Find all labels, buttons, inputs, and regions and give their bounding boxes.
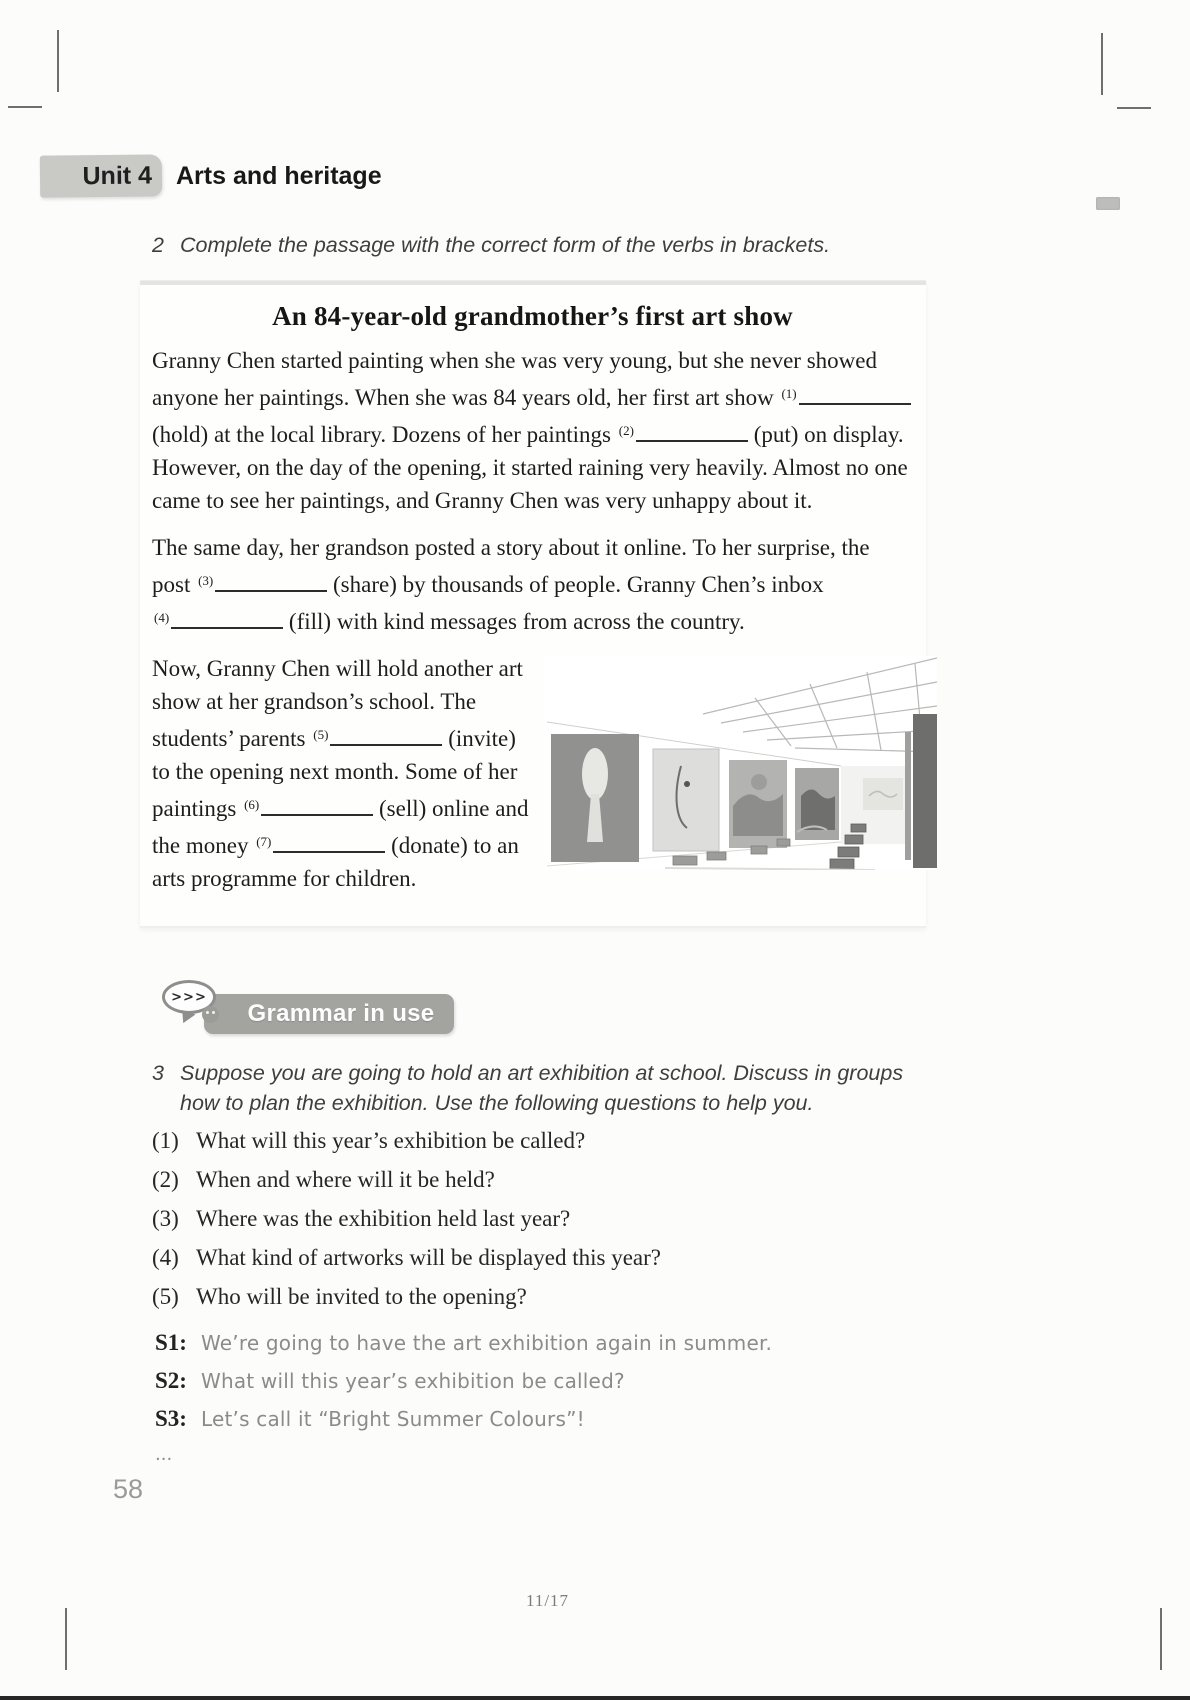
sample-dialogue (155, 1330, 915, 1465)
question-number: (2) (152, 1167, 179, 1192)
exercise2-instruction-row (152, 230, 942, 260)
question-row (152, 1245, 932, 1271)
blank-number: (6) (244, 797, 260, 812)
fill-in-blank (254, 833, 385, 858)
question-text: Where was the exhibition held last year? (196, 1206, 571, 1231)
dialogue-text: What will this year’s exhibition be called? (201, 1369, 625, 1393)
blank-number: (3) (198, 573, 214, 588)
fill-in-blank (617, 422, 748, 447)
passage-paragraph-2 (152, 531, 913, 638)
crop-mark (1101, 33, 1103, 95)
exercise2-instruction: Complete the passage with the correct form of the verbs in brackets. (180, 233, 831, 257)
question-row (152, 1128, 932, 1154)
footer-page-indicator: 11/17 (525, 1591, 570, 1610)
passage-title: An 84-year-old grandmother’s first art show (272, 301, 793, 331)
scan-smudge-icon (1096, 197, 1120, 210)
question-text: What kind of artworks will be displayed this year? (196, 1245, 661, 1270)
passage-text-run: Now, Granny Chen will hold another art show at her grandson’s school. The students’ parents (152, 656, 523, 751)
question-text: Who will be invited to the opening? (196, 1284, 527, 1309)
passage-text-run: The same day, her grandson posted a story about it online. To her surprise, the post (152, 535, 870, 597)
blank-line (171, 627, 283, 629)
blank-line (799, 403, 911, 405)
gallery-illustration-svg (545, 656, 937, 870)
question-list (152, 1128, 932, 1323)
question-number: (5) (152, 1284, 179, 1309)
exercise3-instruction: Suppose you are going to hold an art exhibition at school. Discuss in groups how to plan the exhibition. Use the following questions to help you. (180, 1061, 904, 1115)
passage-paragraph-1 (152, 344, 913, 517)
smiley-face-icon (202, 1006, 219, 1023)
dialogue-text: We’re going to have the art exhibition again in summer. (201, 1331, 773, 1355)
passage-text-run: (put) on display. However, on the day of the opening, it started raining very heavily. Almost no one came to see her paintings, and Granny Chen was very unhappy about it. (152, 422, 908, 513)
passage-text-run: Granny Chen started painting when she was very young, but she never showed anyone her paintings. When she was 84 years old, her first art show (152, 348, 877, 410)
question-row (152, 1167, 932, 1193)
fill-in-blank (152, 609, 283, 634)
scan-edge-line (0, 1696, 1190, 1700)
question-row (152, 1206, 932, 1232)
passage-text-run: (donate) to an arts programme for children. (152, 833, 519, 891)
speech-bubble-icon: >>> (162, 980, 216, 1014)
passage-text-run: (share) by thousands of people. Granny Chen’s inbox (327, 572, 824, 597)
question-text: When and where will it be held? (196, 1167, 495, 1192)
passage-text-run: (hold) at the local library. Dozens of her paintings (152, 422, 617, 447)
unit-badge (40, 154, 162, 197)
exercise3-instruction-row (152, 1058, 932, 1118)
dialogue-row (155, 1406, 915, 1432)
question-number: (1) (152, 1128, 179, 1153)
question-row (152, 1284, 932, 1310)
dialogue-speaker: S1: (155, 1330, 187, 1355)
passage-paragraph-3 (152, 652, 913, 895)
unit-label: Unit 4 (82, 160, 153, 190)
dialogue-speaker: S2: (155, 1368, 187, 1393)
unit-header (40, 155, 382, 197)
question-text: What will this year’s exhibition be called? (196, 1128, 586, 1153)
fill-in-blank (196, 572, 327, 597)
grammar-badge-label: Grammar in use (204, 994, 454, 1034)
blank-line (273, 851, 385, 853)
dialogue-text: Let’s call it “Bright Summer Colours”! (201, 1407, 585, 1431)
blank-line (330, 744, 442, 746)
blank-number: (4) (154, 610, 170, 625)
crop-mark (1160, 1608, 1162, 1670)
fill-in-blank (779, 385, 910, 410)
crop-mark (8, 106, 42, 108)
page-number: 58 (113, 1474, 144, 1504)
passage-text-run: (fill) with kind messages from across the country. (283, 609, 745, 634)
grammar-in-use-badge (162, 980, 462, 1038)
passage-box (140, 281, 926, 928)
passage-text-run: (sell) online and the money (152, 796, 529, 858)
blank-line (261, 814, 373, 816)
blank-number: (7) (256, 834, 272, 849)
question-number: (4) (152, 1245, 179, 1270)
exercise3-number: 3 (152, 1061, 164, 1085)
dialogue-speaker: S3: (155, 1406, 187, 1431)
unit-title: Arts and heritage (176, 161, 382, 190)
question-number: (3) (152, 1206, 179, 1231)
blank-number: (5) (313, 727, 329, 742)
exercise2-number: 2 (152, 233, 164, 257)
blank-number: (2) (618, 423, 634, 438)
dialogue-ellipsis: ... (155, 1444, 173, 1465)
crop-mark (57, 30, 59, 92)
crop-mark (65, 1608, 67, 1670)
blank-line (636, 440, 748, 442)
passage-text-run: (invite) to the opening next month. Some of her paintings (152, 726, 518, 821)
dialogue-row (155, 1368, 915, 1394)
blank-number: (1) (781, 386, 797, 401)
dialogue-row (155, 1330, 915, 1356)
fill-in-blank (311, 726, 442, 751)
crop-mark (1117, 107, 1151, 109)
fill-in-blank (242, 796, 373, 821)
gallery-illustration (545, 656, 937, 904)
blank-line (215, 590, 327, 592)
